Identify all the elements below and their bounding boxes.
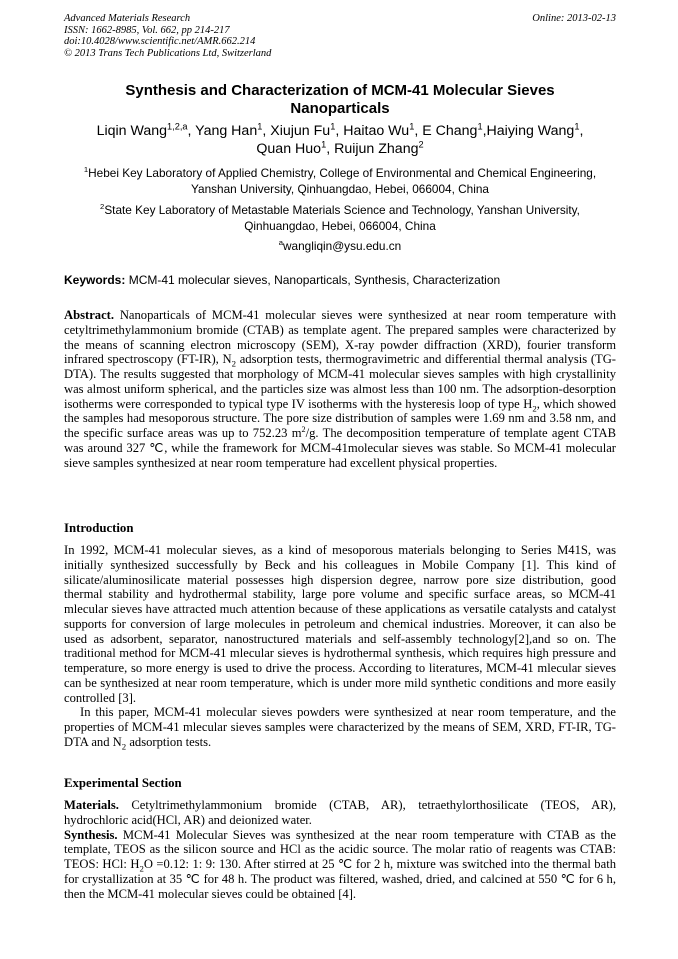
author-affil-mark: 1,2,a — [167, 121, 188, 132]
author-line-1 — [56, 122, 624, 140]
author-name: ,Haiying Wang — [482, 123, 575, 139]
author-name: Liqin Wang — [96, 123, 168, 139]
journal-name: Advanced Materials Research — [64, 13, 191, 24]
author-affil-mark: 1 — [330, 121, 336, 132]
paragraph: Synthesis. MCM-41 Molecular Sieves was synthesized at the near room temperature with CTAB as the template, TEOS as the silicon source and HCl as the acidic source. The molar ratio of reagents was CTAB: TEOS: HCl: $H_2O =0.12$: 1: 9: 130. After stirred at 25 ℃ for 2 h, mixture was switched into the thermal bath for crystallization at 35 ℃ for 48 h. The product was filtered, washed, dried, and calcined at 550 ℃ for 6 h, then the MCM-41 molecular sieves could be obtained [4]. — [64, 827, 616, 901]
doi-line: doi:10.4028/www.scientific.net/AMR.662.214 — [64, 36, 256, 47]
author-affil-mark: 2 — [418, 139, 424, 150]
journal-header — [64, 13, 616, 59]
experimental-body — [64, 798, 616, 901]
synthesis-label: Synthesis. — [64, 827, 118, 842]
abstract-label: Abstract. — [64, 308, 115, 322]
affil-mark: 2 — [100, 202, 105, 212]
author-name: Quan Huo — [256, 141, 322, 157]
author-affil-mark: 1 — [477, 121, 483, 132]
introduction-body — [64, 543, 616, 750]
affil-line: Qinhuangdao, Hebei, 066004, China — [244, 218, 436, 233]
author-separator: , — [579, 123, 584, 139]
author-name: , Yang Han — [187, 123, 258, 139]
affil-mark: 1 — [83, 165, 89, 175]
keywords — [64, 273, 616, 288]
online-date: Online: 2013-02-13 — [532, 13, 616, 24]
title-line-2: Nanoparticals — [290, 100, 390, 117]
author-affil-mark: 1 — [409, 121, 415, 132]
contact-email — [64, 239, 616, 255]
copyright-line: © 2013 Trans Tech Publications Ltd, Switzerland — [64, 47, 272, 59]
author-line-2 — [56, 140, 624, 158]
affiliation-1 — [64, 166, 616, 197]
issn-line: ISSN: 1662-8985, Vol. 662, pp 214-217 — [64, 24, 230, 36]
keywords-label: Keywords: — [64, 273, 126, 287]
affiliation-2 — [64, 203, 616, 234]
email-mark: a — [278, 238, 284, 248]
materials-label: Materials. — [64, 798, 119, 812]
email-address: wangliqin@ysu.edu.cn — [283, 239, 402, 253]
paragraph: In this paper, MCM-41 molecular sieves powders were synthesized at near room temperature, and the properties of MCM-41 mlecular sieves samples were characterized by the means of SEM, XRD, FT-IR, TG-DTA and $N_2$ adsorption tests. — [64, 705, 616, 752]
affil-line: Hebei Key Laboratory of Applied Chemistry, College of Environmental and Chemical Engineering, — [88, 166, 597, 180]
author-name: , Haitao Wu — [335, 123, 410, 139]
section-heading-experimental: Experimental Section — [64, 776, 182, 790]
keywords-text: MCM-41 molecular sieves, Nanoparticals, Synthesis, Characterization — [125, 273, 501, 287]
affil-line: Yanshan University, Qinhuangdao, Hebei, 066004, China — [191, 181, 489, 196]
author-list — [56, 122, 624, 158]
author-name: , Xiujun Fu — [262, 123, 331, 139]
abstract: Abstract. Nanoparticals of MCM-41 molecular sieves were synthesized at near room temperature with cetyltrimethylammonium bromide (CTAB) as template agent. The prepared samples were characterized by the means of scanning electron microscopy (SEM), X-ray powder diffraction (XRD), fourier transform infrared spectroscopy (FT-IR), $N_2$ adsorption tests, thermogravimetric and differential thermal analysis (TG-DTA). The results suggested that morphology of MCM-41 molecular sieves samples with high crystallinity was almost uniform spherical, and the particles size was almost less than 100 nm. The adsorption-desorption isotherms were corresponded to typical type IV isotherms with the hysteresis loop of type $H_2$, which showed the samples had mesoporous structure. The pore size distribution of samples were 1.69 nm and 3.58 nm, and the specific surface areas was up to 752.23 $m^2/g$. The decomposition temperature of template agent CTAB was around 327 ℃, while the framework for MCM-41molecular sieves was stable. So MCM-41 molecular sieve samples synthesized at near room temperature had excellent physical properties. — [64, 308, 616, 470]
author-affil-mark: 1 — [257, 121, 263, 132]
affil-line: State Key Laboratory of Metastable Materials Science and Technology, Yanshan University, — [104, 203, 580, 217]
section-heading-introduction: Introduction — [64, 521, 134, 535]
paragraph: In 1992, MCM-41 molecular sieves, as a kind of mesoporous materials belonging to Series M41S, was initially synthesized successfully by Beck and his colleagues in Mobile Company [1]. This kind of silicate/aluminosilicate material possesses high dispersion degree, narrow pore size distribution, good thermal stability and hydrothermal stability, large pore volume and specific surface areas, so MCM-41 mlecular sieves have attracted much attention because of these applications as versatile catalysts and catalyst supports for conversion of large molecules in petroleum and chemical industries. Moreover, it can also be used as adsorbent, separator, nanostructured materials and self-assembly technology[2],and so on. The traditional method for MCM-41 mlecular sieves is hydrothermal synthesis, which requires high pressure and temperature, so more energy is used to drive the process. According to literatures, MCM-41 mlecular sieves can be synthesized at near room temperature, which is under more mild synthetic conditions and more easily controlled [3]. — [64, 543, 616, 705]
author-name: , Ruijun Zhang — [326, 141, 419, 157]
author-affil-mark: 1 — [321, 139, 327, 150]
author-name: , E Chang — [414, 123, 478, 139]
author-affil-mark: 1 — [574, 121, 580, 132]
paper-title — [64, 82, 616, 118]
paragraph: Materials. Cetyltrimethylammonium bromide (CTAB, AR), tetraethylorthosilicate (TEOS, AR), hydrochloric acid(HCl, AR) and deionized water. — [64, 798, 616, 827]
title-line-1: Synthesis and Characterization of MCM-41 Molecular Sieves — [125, 82, 555, 99]
